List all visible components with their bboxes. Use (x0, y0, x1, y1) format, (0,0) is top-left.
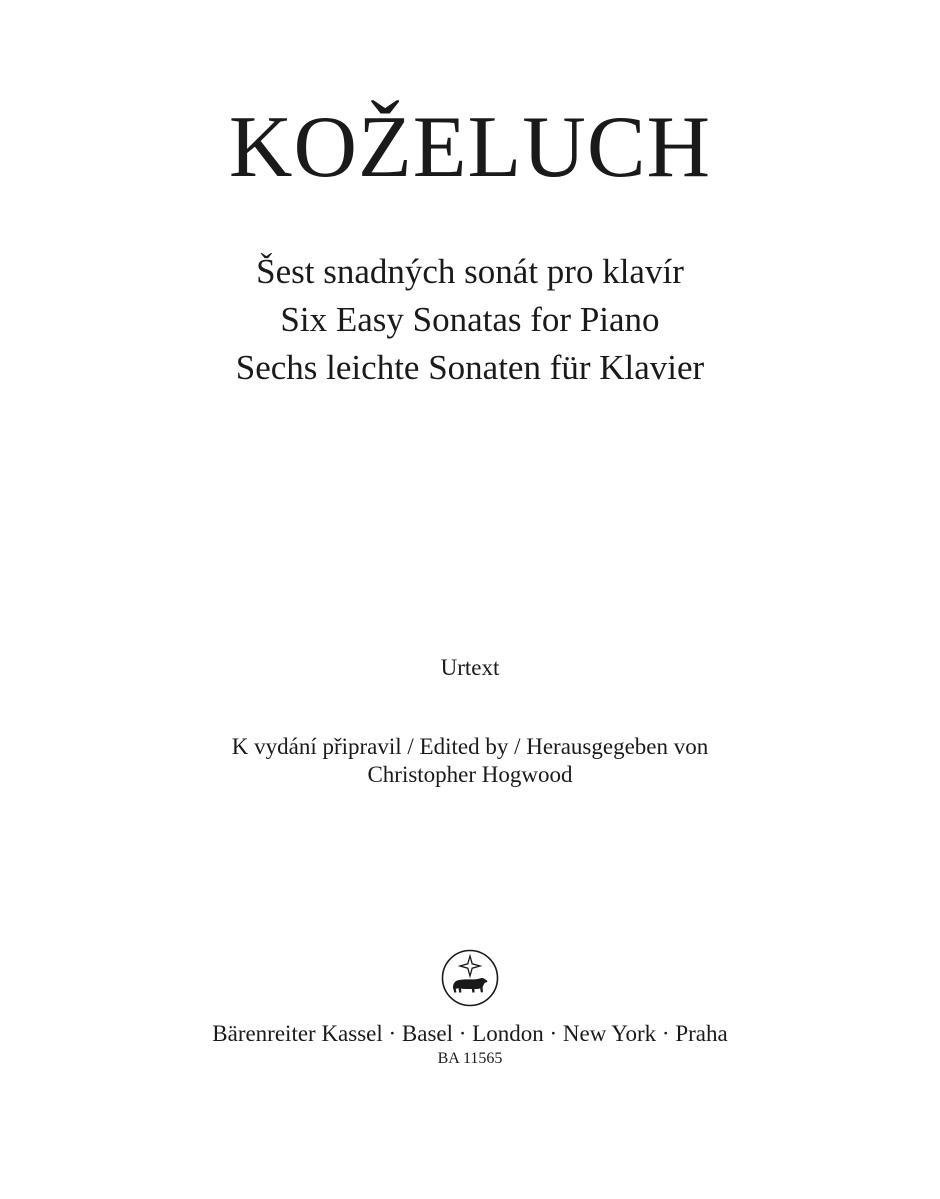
title-english: Six Easy Sonatas for Piano (280, 300, 660, 339)
composer-name: KOŽELUCH (228, 99, 712, 196)
title-czech: Šest snadných sonát pro klavír (256, 252, 684, 291)
editor-block (0, 733, 940, 789)
editor-name: Christopher Hogwood (367, 762, 573, 787)
catalog-number: BA 11565 (437, 1050, 503, 1067)
title-german: Sechs leichte Sonaten für Klavier (235, 348, 705, 387)
publisher-places: Bärenreiter Kassel · Basel · London · New York · Praha (212, 1021, 728, 1046)
edition-type: Urtext (440, 655, 500, 680)
editor-credit-line: K vydání připravil / Edited by / Herausgegeben von (231, 734, 709, 759)
work-titles (0, 248, 940, 392)
publisher-logo-icon (440, 948, 500, 1008)
